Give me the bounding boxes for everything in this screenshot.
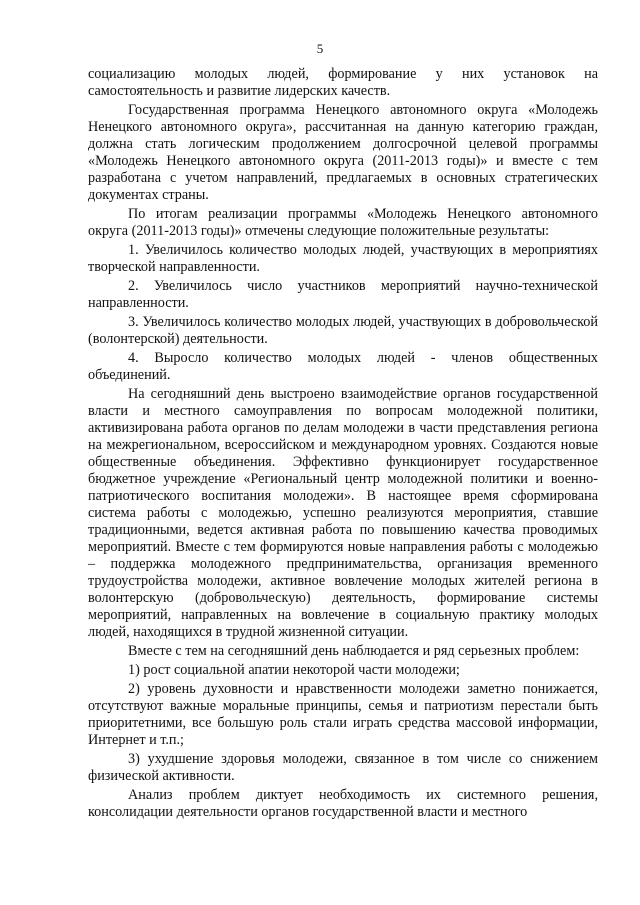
- page-number: 5: [316, 41, 324, 56]
- problem-item-1: 1) рост социальной апатии некоторой части молодежи;: [128, 662, 460, 678]
- result-item-2: 2. Увеличилось число участников мероприятий научно-технической направленности.: [88, 278, 598, 311]
- paragraph-program-intro: Государственная программа Ненецкого автономного округа «Молодежь Ненецкого автономного округа», рассчитанная на данную категорию граждан, должна стать логическим продолжением долгосрочной целевой программы «Молодежь Ненецкого автономного округа (2011-2013 годы)» и вместе с тем разработана с учетом направлений, предлагаемых в основных стратегических документах страны.: [88, 102, 598, 203]
- paragraph-continuation: социализацию молодых людей, формирование у них установок на самостоятельность и развитие лидерских качеств.: [88, 66, 598, 99]
- problem-item-3: 3) ухудшение здоровья молодежи, связанное в том числе со снижением физической активности.: [88, 751, 598, 784]
- result-item-4: 4. Выросло количество молодых людей - членов общественных объединений.: [88, 350, 598, 383]
- paragraph-results-intro: По итогам реализации программы «Молодежь Ненецкого автономного округа (2011-2013 годы)» отмечены следующие положительные результаты:: [88, 206, 598, 239]
- paragraph-problems-intro: Вместе с тем на сегодняшний день наблюдается и ряд серьезных проблем:: [128, 643, 580, 659]
- paragraph-analysis: Анализ проблем диктует необходимость их системного решения, консолидации деятельности органов государственной власти и местного: [88, 787, 598, 820]
- result-item-3: 3. Увеличилось количество молодых людей, участвующих в добровольческой (волонтерской) деятельности.: [88, 314, 598, 347]
- problem-item-2: 2) уровень духовности и нравственности молодежи заметно понижается, отсутствуют важные моральные принципы, семья и патриотизм перестали быть приоритетними, все большую роль стали играть средства массовой информации, Интернет и т.п.;: [88, 681, 598, 748]
- result-item-1: 1. Увеличилось количество молодых людей, участвующих в мероприятиях творческой направленности.: [88, 242, 598, 275]
- document-body: [88, 64, 598, 821]
- paragraph-current-state: На сегодняшний день выстроено взаимодействие органов государственной власти и местного самоуправления по вопросам молодежной политики, активизирована работа органов по делам молодежи в части представления региона на межрегиональном, всероссийском и международном уровнях. Создаются новые общественные объединения. Эффективно функционирует государственное бюджетное учреждение «Региональный центр молодежной политики и военно-патриотического воспитания молодежи». В настоящее время сформирована система работы с молодежью, успешно реализуются мероприятия, ставшие традиционными, ведется активная работа по повышению качества проводимых мероприятий. Вместе с тем формируются новые направления работы с молодежью – поддержка молодежного предпринимательства, организация временного трудоустройства молодежи, активное вовлечение молодых жителей региона в волонтерскую (добровольческую) деятельность, формирование системы мероприятий, направленных на вовлечение в социальную практику молодых людей, находящихся в трудной жизненной ситуации.: [88, 386, 598, 640]
